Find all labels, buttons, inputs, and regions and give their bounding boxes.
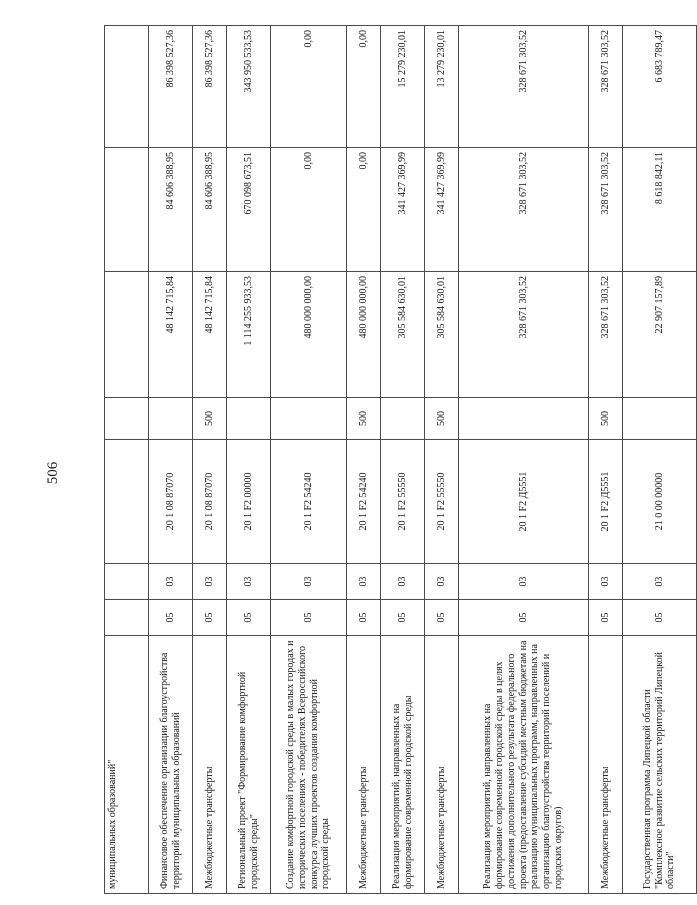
expense-type-code bbox=[105, 398, 149, 440]
amount-cell-1: 48 142 715,84 bbox=[149, 272, 193, 398]
subsection-code: 03 bbox=[381, 564, 425, 600]
expense-type-code bbox=[149, 398, 193, 440]
table-row bbox=[589, 26, 623, 894]
amount-cell-1: 480 000 000,00 bbox=[271, 272, 347, 398]
amount-cell-1: 328 671 303,52 bbox=[459, 272, 589, 398]
amount-cell-2: 328 671 303,52 bbox=[459, 148, 589, 272]
amount-cell-3: 15 279 230,01 bbox=[381, 26, 425, 148]
amount-cell-2: 8 618 842,11 bbox=[623, 148, 697, 272]
row-name: Создание комфортной городской среды в малых городах и исторических поселениях - победителях Всероссийского конкурса лучших проектов создания комфортной городской среды bbox=[271, 636, 347, 894]
amount-cell-3: 343 950 533,53 bbox=[227, 26, 271, 148]
section-code: 05 bbox=[381, 600, 425, 636]
row-name: Межбюджетные трансферты bbox=[425, 636, 459, 894]
target-article-code: 20 1 F2 54240 bbox=[347, 440, 381, 564]
target-article-code: 20 1 08 87070 bbox=[193, 440, 227, 564]
table-row bbox=[459, 26, 589, 894]
subsection-code: 03 bbox=[227, 564, 271, 600]
expense-type-code bbox=[623, 398, 697, 440]
amount-cell-3: 0,00 bbox=[271, 26, 347, 148]
section-code: 05 bbox=[271, 600, 347, 636]
amount-cell-2: 84 606 388,95 bbox=[193, 148, 227, 272]
amount-cell-1: 48 142 715,84 bbox=[193, 272, 227, 398]
subsection-code: 03 bbox=[149, 564, 193, 600]
target-article-code: 20 1 F2 Д5551 bbox=[459, 440, 589, 564]
expense-type-code: 500 bbox=[193, 398, 227, 440]
target-article-code: 21 0 00 00000 bbox=[623, 440, 697, 564]
target-article-code: 20 1 F2 00000 bbox=[227, 440, 271, 564]
section-code: 05 bbox=[347, 600, 381, 636]
amount-cell-2: 670 098 673,51 bbox=[227, 148, 271, 272]
amount-cell-1: 305 584 630,01 bbox=[425, 272, 459, 398]
amount-cell-3 bbox=[105, 26, 149, 148]
section-code: 05 bbox=[149, 600, 193, 636]
amount-cell-3: 86 398 527,36 bbox=[193, 26, 227, 148]
expense-type-code bbox=[459, 398, 589, 440]
budget-table bbox=[104, 25, 697, 894]
table-row bbox=[227, 26, 271, 894]
row-name: Межбюджетные трансферты bbox=[347, 636, 381, 894]
subsection-code: 03 bbox=[271, 564, 347, 600]
amount-cell-2 bbox=[105, 148, 149, 272]
table-row bbox=[105, 26, 149, 894]
table-row bbox=[347, 26, 381, 894]
section-code: 05 bbox=[193, 600, 227, 636]
row-name: муниципальных образований" bbox=[105, 636, 149, 894]
table-row bbox=[271, 26, 347, 894]
row-name: Реализация мероприятий, направленных на формирование современной городской среды bbox=[381, 636, 425, 894]
amount-cell-2: 341 427 369,99 bbox=[381, 148, 425, 272]
amount-cell-3: 0,00 bbox=[347, 26, 381, 148]
row-name: Межбюджетные трансферты bbox=[589, 636, 623, 894]
expense-type-code bbox=[381, 398, 425, 440]
budget-table-body bbox=[105, 26, 697, 894]
subsection-code: 03 bbox=[459, 564, 589, 600]
table-row bbox=[425, 26, 459, 894]
expense-type-code bbox=[271, 398, 347, 440]
amount-cell-1: 22 907 157,89 bbox=[623, 272, 697, 398]
subsection-code: 03 bbox=[425, 564, 459, 600]
target-article-code: 20 1 F2 55550 bbox=[381, 440, 425, 564]
subsection-code: 03 bbox=[193, 564, 227, 600]
amount-cell-2: 341 427 369,99 bbox=[425, 148, 459, 272]
target-article-code: 20 1 F2 54240 bbox=[271, 440, 347, 564]
amount-cell-3: 13 279 230,01 bbox=[425, 26, 459, 148]
target-article-code: 20 1 F2 55550 bbox=[425, 440, 459, 564]
subsection-code bbox=[105, 564, 149, 600]
amount-cell-2: 0,00 bbox=[347, 148, 381, 272]
target-article-code: 20 1 08 87070 bbox=[149, 440, 193, 564]
subsection-code: 03 bbox=[623, 564, 697, 600]
subsection-code: 03 bbox=[589, 564, 623, 600]
amount-cell-1: 305 584 630,01 bbox=[381, 272, 425, 398]
row-name: Региональный проект "Формирование комфортной городской среды" bbox=[227, 636, 271, 894]
subsection-code: 03 bbox=[347, 564, 381, 600]
section-code: 05 bbox=[459, 600, 589, 636]
section-code: 05 bbox=[623, 600, 697, 636]
table-row bbox=[193, 26, 227, 894]
amount-cell-3: 6 683 789,47 bbox=[623, 26, 697, 148]
expense-type-code: 500 bbox=[347, 398, 381, 440]
section-code bbox=[105, 600, 149, 636]
table-row bbox=[623, 26, 697, 894]
target-article-code: 20 1 F2 Д5551 bbox=[589, 440, 623, 564]
amount-cell-3: 328 671 303,52 bbox=[589, 26, 623, 148]
amount-cell-1: 328 671 303,52 bbox=[589, 272, 623, 398]
amount-cell-2: 328 671 303,52 bbox=[589, 148, 623, 272]
amount-cell-3: 328 671 303,52 bbox=[459, 26, 589, 148]
amount-cell-1: 1 114 255 933,53 bbox=[227, 272, 271, 398]
section-code: 05 bbox=[425, 600, 459, 636]
section-code: 05 bbox=[227, 600, 271, 636]
table-row bbox=[381, 26, 425, 894]
expense-type-code: 500 bbox=[425, 398, 459, 440]
amount-cell-3: 86 398 527,36 bbox=[149, 26, 193, 148]
target-article-code bbox=[105, 440, 149, 564]
expense-type-code bbox=[227, 398, 271, 440]
page-number: 506 bbox=[44, 461, 61, 485]
amount-cell-1: 480 000 000,00 bbox=[347, 272, 381, 398]
section-code: 05 bbox=[589, 600, 623, 636]
budget-table-rotated bbox=[104, 26, 677, 894]
amount-cell-2: 84 606 388,95 bbox=[149, 148, 193, 272]
row-name: Реализация мероприятий, направленных на формирование современной городской среды в целях достижения дополнительного результата федерального проекта (предоставление субсидий местным бюджетам на реализацию муниципальных программ, направленных на организацию благоустройства территорий поселений и городских округов) bbox=[459, 636, 589, 894]
row-name: Финансовое обеспечение организации благоустройства территорий муниципальных образований bbox=[149, 636, 193, 894]
amount-cell-2: 0,00 bbox=[271, 148, 347, 272]
table-row bbox=[149, 26, 193, 894]
expense-type-code: 500 bbox=[589, 398, 623, 440]
row-name: Межбюджетные трансферты bbox=[193, 636, 227, 894]
row-name: Государственная программа Липецкой области "Комплексное развитие сельских территорий Липецкой области" bbox=[623, 636, 697, 894]
amount-cell-1 bbox=[105, 272, 149, 398]
